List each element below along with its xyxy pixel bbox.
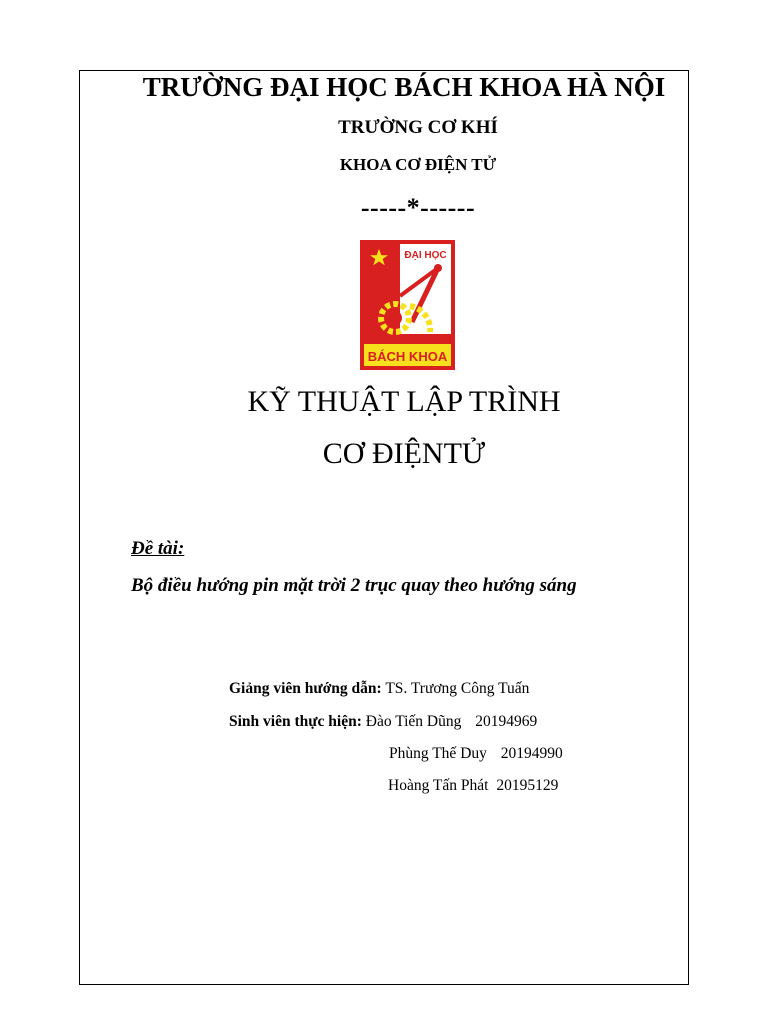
student-name: Đào Tiến Dũng: [365, 713, 462, 730]
supervisor-row: [229, 680, 529, 698]
logo-bottom-text: BÁCH KHOA: [367, 349, 448, 364]
university-logo: [360, 240, 455, 370]
university-name: TRƯỜNG ĐẠI HỌC BÁCH KHOA HÀ NỘI: [142, 72, 666, 102]
student-id: 20194969: [475, 713, 538, 730]
topic-label: Đề tài:: [131, 538, 185, 559]
topic-title: Bộ điều hướng pin mặt trời 2 trục quay theo hướng sáng: [131, 575, 577, 596]
faculty-name: KHOA CƠ ĐIỆN TỬ: [339, 155, 497, 174]
supervisor-label: Giảng viên hướng dẫn:: [229, 680, 382, 697]
divider-ornament: -----*------: [360, 193, 476, 222]
course-title-line2: CƠ ĐIỆNTỬ: [322, 437, 486, 470]
school-name: TRƯỜNG CƠ KHÍ: [338, 117, 498, 138]
logo-top-text: ĐẠI HỌC: [404, 250, 447, 261]
student-row: [388, 777, 558, 795]
student-row: [229, 713, 537, 731]
student-name: Hoàng Tấn Phát: [388, 777, 489, 794]
supervisor-name: TS. Trương Công Tuấn: [385, 680, 530, 697]
student-row: [389, 745, 563, 763]
course-title-line1: KỸ THUẬT LẬP TRÌNH: [247, 385, 561, 418]
student-id: 20195129: [496, 777, 559, 794]
student-id: 20194990: [500, 745, 563, 762]
student-name: Phùng Thế Duy: [389, 745, 487, 762]
students-label: Sinh viên thực hiện:: [229, 713, 362, 730]
